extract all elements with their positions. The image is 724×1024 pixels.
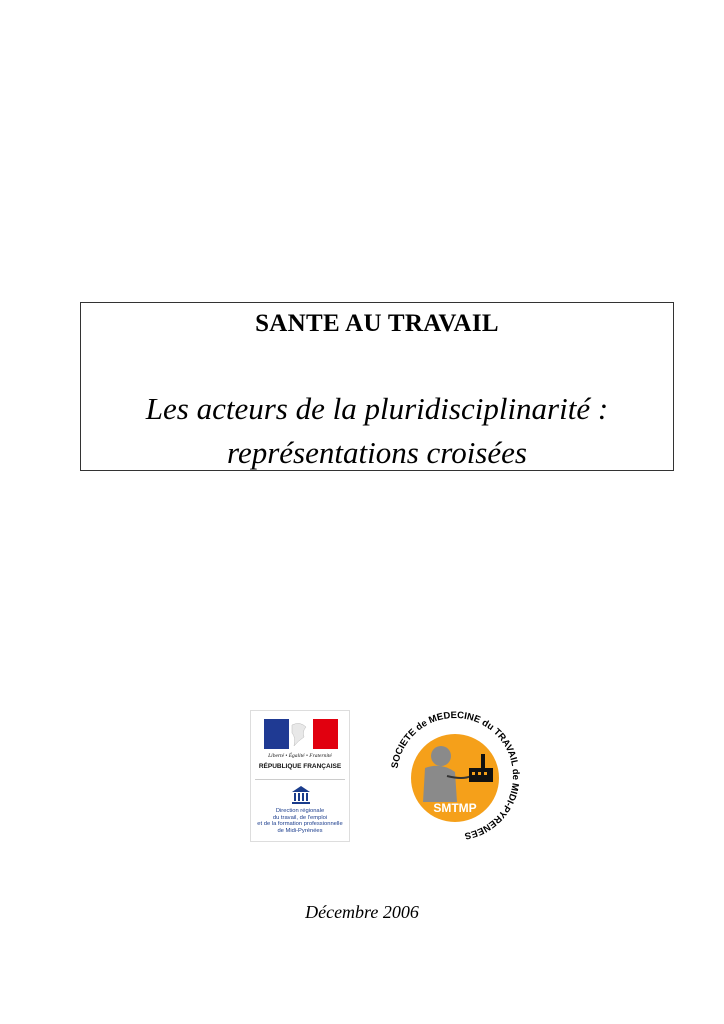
rf-name: RÉPUBLIQUE FRANÇAISE [258,763,342,770]
rf-dir-line-4: de Midi-Pyrénées [277,827,323,834]
marianne-flag-icon [264,719,338,749]
rf-dir-line-3: et de la formation professionnelle [257,821,343,828]
rf-logo-top [251,711,349,779]
smtmp-ring-text: SOCIETE de MEDECINE du TRAVAIL de MIDI-PYRENEES [389,709,522,842]
subtitle-line-1: Les acteurs de la pluridisciplinarité : [145,391,609,426]
rf-dir-line-1: Direction régionale [275,808,325,814]
document-subtitle [81,387,673,475]
subtitle-line-2: représentations croisées [227,435,527,470]
building-icon [291,785,311,805]
rf-dir-line-2: du travail, de l'emploi [272,814,328,821]
document-date: Décembre 2006 [305,902,419,922]
title-box [80,302,674,471]
republique-francaise-logo [250,710,350,842]
smtmp-logo [385,706,525,846]
rf-direction-text [251,808,349,834]
rf-motto: Liberté • Égalité • Fraternité [268,753,332,759]
rf-separator [255,779,345,780]
document-heading: SANTE AU TRAVAIL [255,310,499,337]
smtmp-acronym: SMTMP [433,801,477,815]
